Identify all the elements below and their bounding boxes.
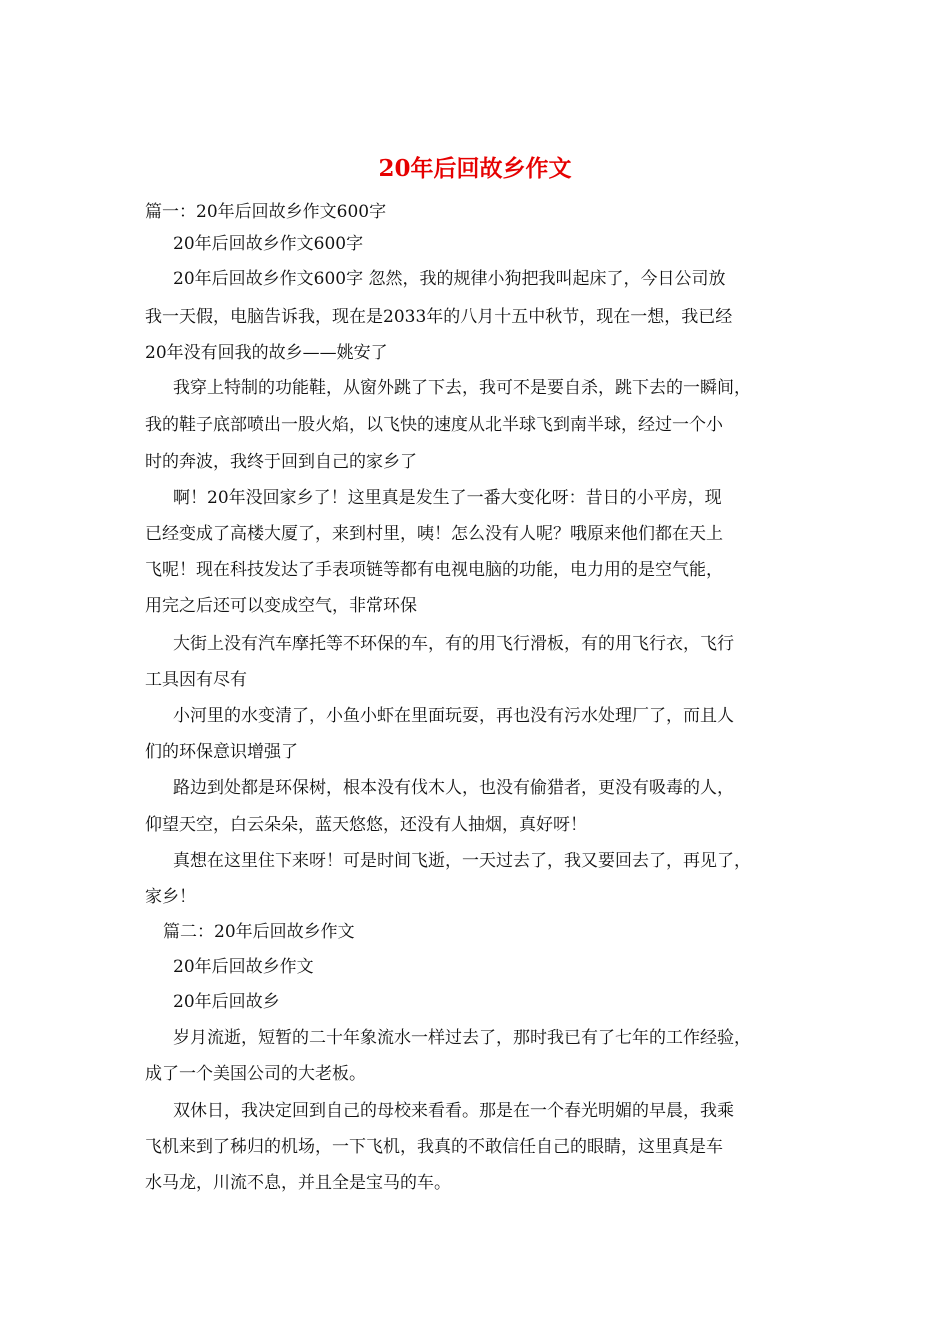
subtitle-line: 20年后回故乡 (173, 992, 280, 1012)
paragraph-line: 岁月流逝，短暂的二十年象流水一样过去了，那时我已有了七年的工作经验， (173, 1028, 751, 1048)
paragraph-line: 真想在这里住下来呀！可是时间飞逝，一天过去了，我又要回去了，再见了， (173, 851, 751, 871)
paragraph-line: 飞呢！现在科技发达了手表项链等都有电视电脑的功能，电力用的是空气能， (145, 560, 723, 580)
document-title: 20年后回故乡作文 (378, 155, 572, 182)
paragraph-line: 我一天假，电脑告诉我，现在是2033年的八月十五中秋节，现在一想，我已经 (145, 307, 733, 327)
paragraph-line: 们的环保意识增强了 (145, 742, 298, 762)
paragraph-line: 我穿上特制的功能鞋，从窗外跳了下去，我可不是要自杀，跳下去的一瞬间， (173, 378, 751, 398)
subtitle-line: 20年后回故乡作文 (173, 957, 314, 977)
section-heading-2: 篇二：20年后回故乡作文 (163, 922, 355, 942)
paragraph-line: 成了一个美国公司的大老板。 (145, 1064, 366, 1084)
paragraph-line: 水马龙，川流不息，并且全是宝马的车。 (145, 1173, 451, 1193)
paragraph-line: 飞机来到了秭归的机场，一下飞机，我真的不敢信任自己的眼睛，这里真是车 (145, 1137, 723, 1157)
paragraph-line: 仰望天空，白云朵朵，蓝天悠悠，还没有人抽烟，真好呀！ (145, 815, 587, 835)
paragraph-line: 双休日，我决定回到自己的母校来看看。那是在一个春光明媚的早晨，我乘 (173, 1101, 734, 1121)
paragraph-line: 啊！20年没回家乡了！这里真是发生了一番大变化呀：昔日的小平房，现 (173, 488, 722, 508)
paragraph-line: 我的鞋子底部喷出一股火焰，以飞快的速度从北半球飞到南半球，经过一个小 (145, 415, 723, 435)
paragraph-line: 家乡！ (145, 887, 196, 907)
paragraph-line: 工具因有尽有 (145, 670, 247, 690)
paragraph-line: 大街上没有汽车摩托等不环保的车，有的用飞行滑板，有的用飞行衣，飞行 (173, 634, 734, 654)
paragraph-line: 已经变成了高楼大厦了，来到村里，咦！怎么没有人呢？哦原来他们都在天上 (145, 524, 723, 544)
subtitle-line: 20年后回故乡作文600字 (173, 234, 364, 254)
section-heading-1: 篇一：20年后回故乡作文600字 (145, 202, 387, 222)
paragraph-line: 20年没有回我的故乡——姚安了 (145, 343, 388, 363)
paragraph-line: 小河里的水变清了，小鱼小虾在里面玩耍，再也没有污水处理厂了，而且人 (173, 706, 734, 726)
paragraph-line: 时的奔波，我终于回到自己的家乡了 (145, 452, 417, 472)
paragraph-line: 路边到处都是环保树，根本没有伐木人，也没有偷猎者，更没有吸毒的人， (173, 778, 734, 798)
paragraph-line: 20年后回故乡作文600字 忽然，我的规律小狗把我叫起床了，今日公司放 (173, 269, 726, 289)
paragraph-line: 用完之后还可以变成空气，非常环保 (145, 596, 417, 616)
